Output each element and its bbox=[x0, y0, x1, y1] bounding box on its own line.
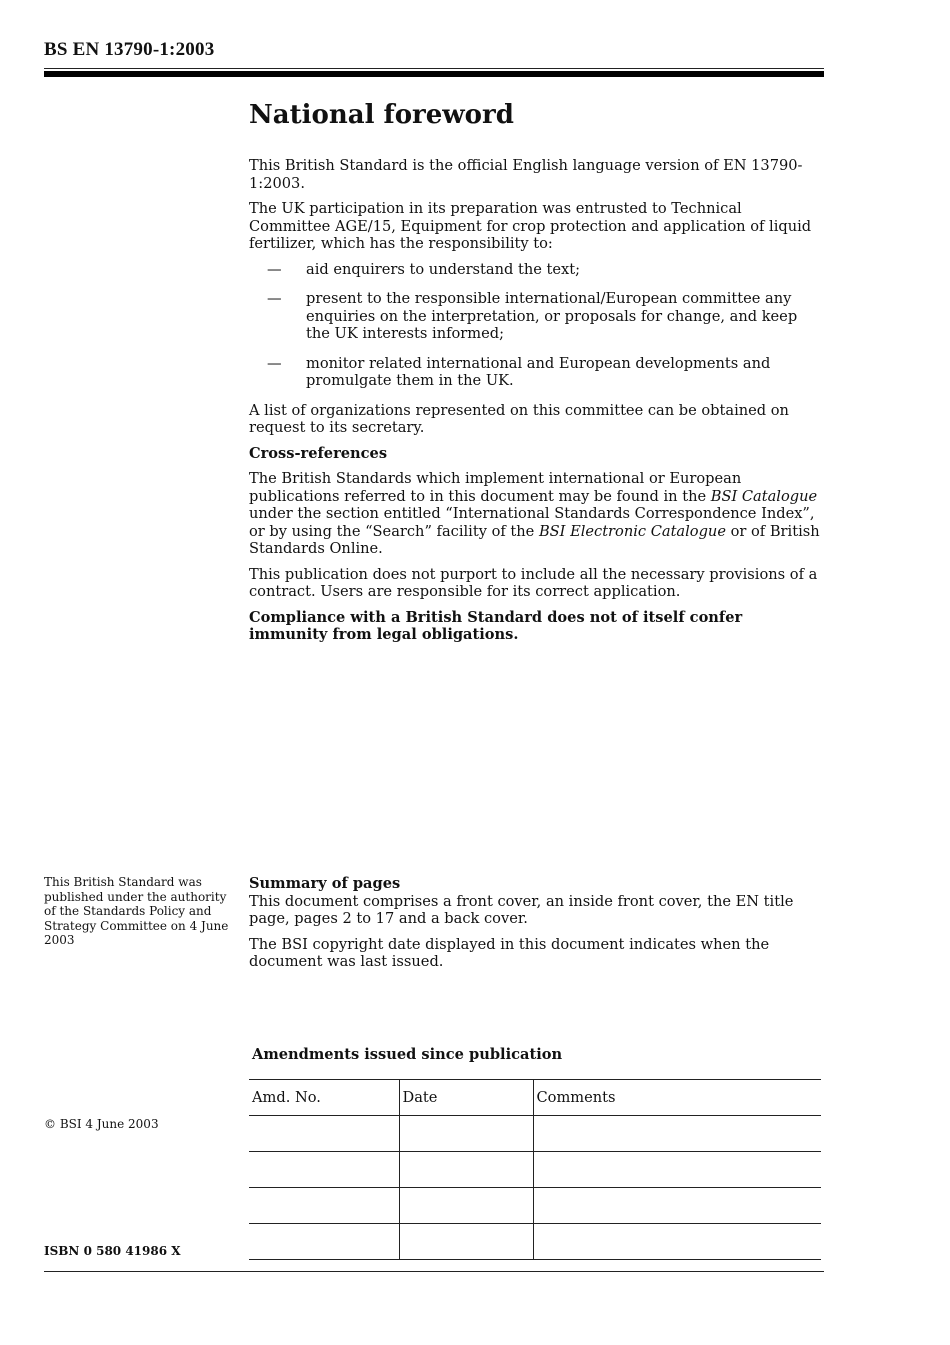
page-title: National foreword bbox=[249, 100, 514, 130]
foreword-body bbox=[249, 157, 824, 652]
summary-heading: Summary of pages bbox=[249, 875, 401, 892]
summary-paragraph-2: The BSI copyright date displayed in this document indicates when the document was last issued. bbox=[249, 935, 770, 970]
table-row bbox=[249, 1116, 821, 1152]
dash-bullet: — bbox=[267, 260, 282, 278]
committee-list-paragraph: A list of organizations represented on this committee can be obtained on request to its secretary. bbox=[249, 401, 789, 436]
table-cell bbox=[533, 1188, 821, 1224]
header-rule-thick bbox=[44, 71, 824, 77]
document-id: BS EN 13790-1:2003 bbox=[44, 39, 215, 60]
publication-note: This British Standard was published under the authority of the Standards Policy and Strategy Committee on 4 June 2003 bbox=[44, 875, 229, 947]
header-rule-thin bbox=[44, 68, 824, 69]
table-header-row bbox=[249, 1080, 821, 1116]
cross-references-text-c: or of British Standards Online. bbox=[249, 522, 820, 557]
summary-paragraph-1: This document comprises a front cover, an inside front cover, the EN title page, pages 2 to 17 and a back cover. bbox=[249, 892, 794, 927]
bsi-electronic-catalogue-title: BSI Electronic Catalogue bbox=[538, 522, 726, 540]
table-row bbox=[249, 1224, 821, 1260]
table-cell bbox=[399, 1116, 533, 1152]
list-item bbox=[249, 355, 824, 390]
intro-paragraph-1: This British Standard is the official English language version of EN 13790-1:2003. bbox=[249, 157, 803, 192]
provisions-paragraph: This publication does not purport to include all the necessary provisions of a contract. Users are responsible for its correct application. bbox=[249, 565, 818, 600]
table-cell bbox=[249, 1188, 399, 1224]
isbn: ISBN 0 580 41986 X bbox=[44, 1244, 181, 1258]
list-item bbox=[249, 261, 824, 279]
list-item bbox=[249, 290, 824, 343]
cross-references-heading: Cross-references bbox=[249, 444, 388, 462]
list-item-text: monitor related international and European developments and promulgate them in the UK. bbox=[306, 354, 771, 389]
bsi-catalogue-title: BSI Catalogue bbox=[710, 487, 818, 505]
list-item-text: aid enquirers to understand the text; bbox=[306, 260, 581, 278]
responsibility-list bbox=[249, 261, 824, 390]
table-cell bbox=[533, 1224, 821, 1260]
table-cell bbox=[399, 1152, 533, 1188]
footer-rule bbox=[44, 1271, 824, 1272]
amendments-title: Amendments issued since publication bbox=[252, 1046, 563, 1063]
copyright-note: © BSI 4 June 2003 bbox=[44, 1117, 159, 1131]
column-header-amd-no: Amd. No. bbox=[249, 1080, 399, 1116]
summary-section bbox=[249, 875, 824, 979]
table-row bbox=[249, 1152, 821, 1188]
amendments-table bbox=[249, 1079, 821, 1260]
cross-references-text-a: The British Standards which implement international or European publications referred to in this document may be found in the bbox=[249, 470, 742, 505]
table-cell bbox=[533, 1116, 821, 1152]
cross-references-text-b: under the section entitled “International Standards Correspondence Index”, or by using the “Search” facility of the bbox=[249, 505, 815, 540]
dash-bullet: — bbox=[267, 354, 282, 372]
table-cell bbox=[399, 1188, 533, 1224]
table-cell bbox=[249, 1152, 399, 1188]
compliance-statement: Compliance with a British Standard does not of itself confer immunity from legal obligations. bbox=[249, 608, 743, 643]
cross-references-paragraph bbox=[249, 470, 824, 558]
table-cell bbox=[399, 1224, 533, 1260]
table-cell bbox=[249, 1224, 399, 1260]
table-row bbox=[249, 1188, 821, 1224]
table-cell bbox=[533, 1152, 821, 1188]
table-cell bbox=[249, 1116, 399, 1152]
list-item-text: present to the responsible international/European committee any enquiries on the interpretation, or proposals for change, and keep the UK interests informed; bbox=[306, 290, 798, 342]
column-header-date: Date bbox=[399, 1080, 533, 1116]
dash-bullet: — bbox=[267, 290, 282, 307]
intro-paragraph-2: The UK participation in its preparation was entrusted to Technical Committee AGE/15, Equipment for crop protection and application of liquid fertilizer, which has the responsibility to: bbox=[249, 200, 812, 252]
column-header-comments: Comments bbox=[533, 1080, 821, 1116]
